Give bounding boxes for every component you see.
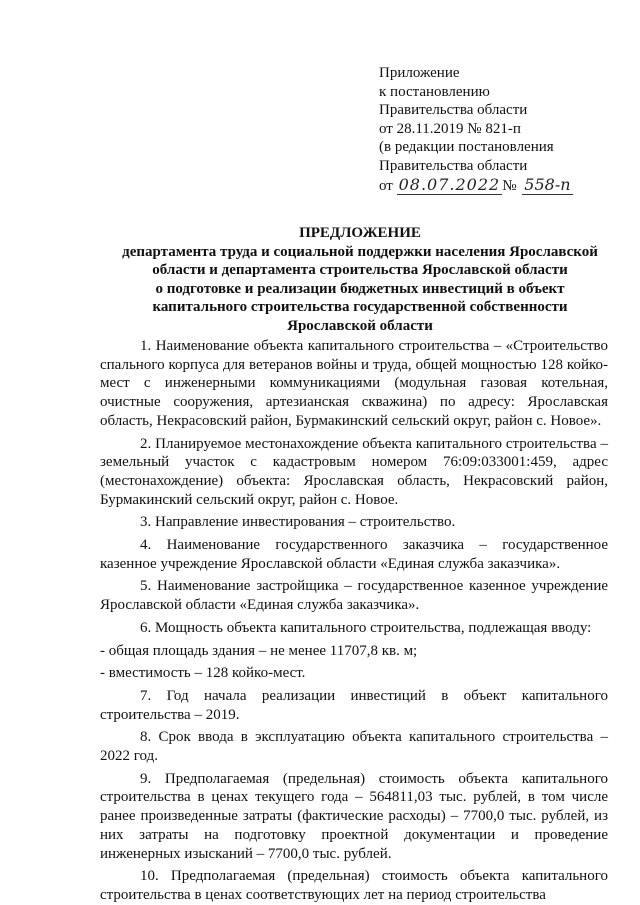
list-item-capacity: - вместимость – 128 койко-мест. bbox=[100, 665, 306, 682]
paragraph-1: 1. Наименование объекта капитального строительства – «Строительство спального корпуса для ветеранов войны и труда, общей мощностью 128 койко-мест с инженерными коммуникациями (модульная газовая котельная, очистные сооружения, артезианская скважина) по адресу: Ярославская область, Некрасовский район, Бурмакинский сельский округ, район с. Новое». bbox=[100, 338, 608, 429]
paragraph-10: 10. Предполагаемая (предельная) стоимость объекта капитального строительства в ценах соответствующих лет на период строительства bbox=[100, 868, 608, 903]
document-title bbox=[100, 224, 620, 336]
paragraph-2: 2. Планируемое местонахождение объекта капитального строительства – земельный участок с кадастровым номером 76:09:033001:459, адрес (местонахождение) объекта: Ярославская область, Некрасовский район, Бурмакинский сельский округ, район с. Новое. bbox=[100, 435, 608, 508]
title-line: области и департамента строительства Ярославской области bbox=[152, 262, 568, 279]
appendix-line: от 28.11.2019 № 821-п bbox=[379, 120, 521, 137]
number-sign: № bbox=[502, 177, 517, 194]
appendix-line: Правительства области bbox=[379, 157, 528, 174]
title-line: о подготовке и реализации бюджетных инвестиций в объект bbox=[155, 280, 565, 297]
title-heading: ПРЕДЛОЖЕНИЕ bbox=[299, 225, 421, 241]
handwritten-number: 558-п bbox=[524, 174, 571, 194]
title-line: департамента труда и социальной поддержки населения Ярославской bbox=[122, 243, 598, 260]
appendix-block bbox=[379, 64, 573, 195]
appendix-line: Приложение bbox=[379, 65, 460, 81]
title-line: капитального строительства государственной собственности bbox=[152, 299, 568, 316]
amendment-line bbox=[379, 176, 573, 196]
paragraph-8: 8. Срок ввода в эксплуатацию объекта капитального строительства – 2022 год. bbox=[100, 729, 608, 765]
date-prefix: от bbox=[379, 177, 393, 194]
paragraph-3: 3. Направление инвестирования – строительство. bbox=[140, 514, 456, 531]
appendix-line: Правительства области bbox=[379, 102, 528, 119]
paragraph-6: 6. Мощность объекта капитального строительства, подлежащая вводу: bbox=[140, 619, 592, 636]
paragraph-5: 5. Наименование застройщика – государственное казенное учреждение Ярославской области «Единая служба заказчика». bbox=[100, 578, 608, 614]
handwritten-date: 08.07.2022 bbox=[398, 174, 501, 194]
paragraph-4: 4. Наименование государственного заказчика – государственное казенное учреждение Ярославской области «Единая служба заказчика». bbox=[100, 537, 608, 572]
list-item-area: - общая площадь здания – не менее 11707,8 кв. м; bbox=[100, 642, 418, 659]
paragraph-9: 9. Предполагаемая (предельная) стоимость объекта капитального строительства в ценах текущего года – 564811,03 тыс. рублей, в том числе ранее произведенные затраты (фактические расходы) – 7700,0 тыс. рублей, из них затраты на подготовку проектной документации и проведение инженерных изысканий – 7700,0 тыс. рублей. bbox=[100, 770, 608, 862]
paragraph-7: 7. Год начала реализации инвестиций в объект капитального строительства – 2019. bbox=[100, 687, 608, 723]
appendix-line: к постановлению bbox=[379, 83, 490, 100]
document-body bbox=[100, 337, 608, 905]
appendix-line: (в редакции постановления bbox=[379, 139, 554, 156]
title-line: Ярославской области bbox=[287, 317, 433, 334]
